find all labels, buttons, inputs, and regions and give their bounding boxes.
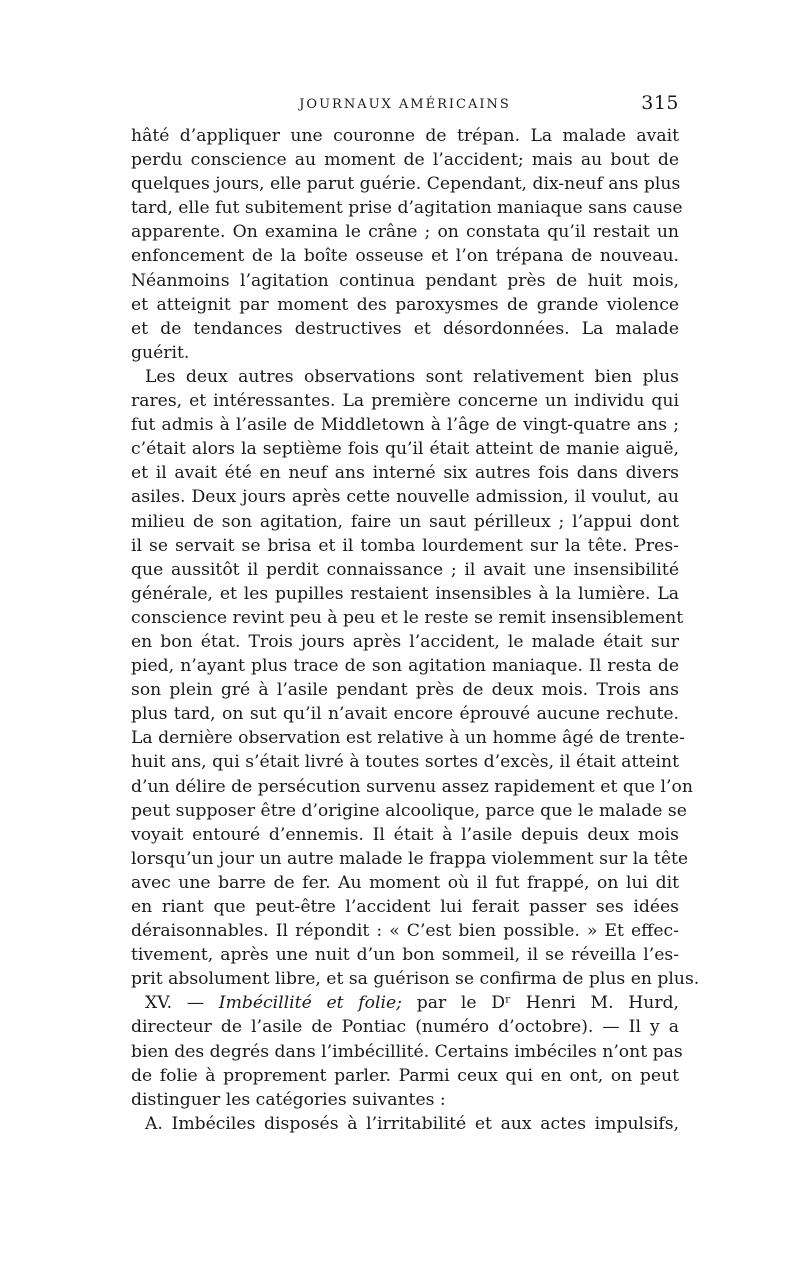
- text-line: Les deux autres observations sont relativement bien plus: [145, 366, 679, 387]
- running-head: [131, 92, 679, 120]
- text-line: de folie à proprement parler. Parmi ceux qui en ont, on peut: [131, 1065, 679, 1086]
- text-line: que aussitôt il perdit connaissance ; il avait une insensibilité: [131, 559, 679, 580]
- text-line: bien des degrés dans l’imbécillité. Certains imbéciles n’ont pas: [131, 1041, 683, 1062]
- text-line: c’était alors la septième fois qu’il était atteint de manie aiguë,: [131, 439, 679, 460]
- text-line: perdu conscience au moment de l’accident; mais au bout de: [131, 150, 679, 171]
- text-line: en bon état. Trois jours après l’accident, le malade était sur: [131, 631, 679, 652]
- text-line: distinguer les catégories suivantes :: [131, 1089, 446, 1110]
- text-line: rares, et intéressantes. La première concerne un individu qui: [131, 391, 679, 412]
- text-line: plus tard, on sut qu’il n’avait encore éprouvé aucune rechute.: [131, 704, 679, 725]
- text-line: apparente. On examina le crâne ; on constata qu’il restait un: [131, 222, 679, 243]
- text-line: tivement, après une nuit d’un bon sommeil, il se réveilla l’es-: [131, 945, 679, 966]
- text-line: hâté d’appliquer une couronne de trépan. La malade avait: [131, 126, 679, 146]
- text-line: asiles. Deux jours après cette nouvelle admission, il voulut, au: [131, 487, 679, 508]
- text-line: avec une barre de fer. Au moment où il fut frappé, on lui dit: [131, 872, 679, 893]
- text-line: en riant que peut-être l’accident lui ferait passer ses idées: [131, 897, 679, 917]
- text-line: lorsqu’un jour un autre malade le frappa violemment sur la tête: [131, 848, 689, 869]
- page-number: 315: [641, 92, 679, 114]
- text-line: Néanmoins l’agitation continua pendant près de huit mois,: [131, 270, 679, 291]
- text-line: A. Imbéciles disposés à l’irritabilité et aux actes impulsifs,: [145, 1113, 679, 1134]
- text-line: et il avait été en neuf ans interné six autres fois dans divers: [131, 463, 679, 484]
- text-line: La dernière observation est relative à un homme âgé de trente-: [131, 728, 685, 749]
- text-line: milieu de son agitation, faire un saut périlleux ; l’appui dont: [131, 511, 679, 532]
- text-line: il se servait se brisa et il tomba lourdement sur la tête. Pres-: [131, 535, 679, 556]
- text-line: directeur de l’asile de Pontiac (numéro d’octobre). — Il y a: [131, 1017, 679, 1038]
- text-line: voyait entouré d’ennemis. Il était à l’asile depuis deux mois: [131, 824, 679, 845]
- section-heading-xv: [131, 991, 679, 1015]
- text-line: guérit.: [131, 342, 190, 363]
- text-line: d’un délire de persécution survenu assez rapidement et que l’on: [131, 776, 693, 797]
- text-line: quelques jours, elle parut guérie. Cependant, dix-neuf ans plus: [131, 174, 681, 195]
- text-line: tard, elle fut subitement prise d’agitation maniaque sans cause: [131, 198, 683, 219]
- text-line: peut supposer être d’origine alcoolique, parce que le malade se: [131, 800, 687, 821]
- text-line: déraisonnables. Il répondit : « C’est bien possible. » Et effec-: [131, 921, 679, 942]
- body-text: [131, 124, 700, 1136]
- text-line: son plein gré à l’asile pendant près de deux mois. Trois ans: [131, 680, 679, 701]
- page: [131, 92, 700, 1136]
- section-number: XV. —: [145, 993, 205, 1014]
- text-line: huit ans, qui s’était livré à toutes sortes d’excès, il était atteint: [131, 752, 679, 773]
- section-author: par le Dʳ Henri M. Hurd,: [416, 993, 680, 1014]
- text-line: et de tendances destructives et désordonnées. La malade: [131, 318, 679, 339]
- text-line: conscience revint peu à peu et le reste se remit insensiblement: [131, 607, 684, 628]
- running-head-title: JOURNAUX AMÉRICAINS: [299, 97, 511, 112]
- text-line: pied, n’ayant plus trace de son agitation maniaque. Il resta de: [131, 656, 679, 677]
- text-line: prit absolument libre, et sa guérison se confirma de plus en plus.: [131, 969, 700, 990]
- text-line: enfoncement de la boîte osseuse et l’on trépana de nouveau.: [131, 246, 679, 267]
- text-line: fut admis à l’asile de Middletown à l’âge de vingt-quatre ans ;: [131, 415, 679, 436]
- section-title: Imbécillité et folie;: [218, 993, 402, 1014]
- text-line: et atteignit par moment des paroxysmes de grande violence: [131, 294, 679, 315]
- text-line: générale, et les pupilles restaient insensibles à la lumière. La: [131, 583, 679, 604]
